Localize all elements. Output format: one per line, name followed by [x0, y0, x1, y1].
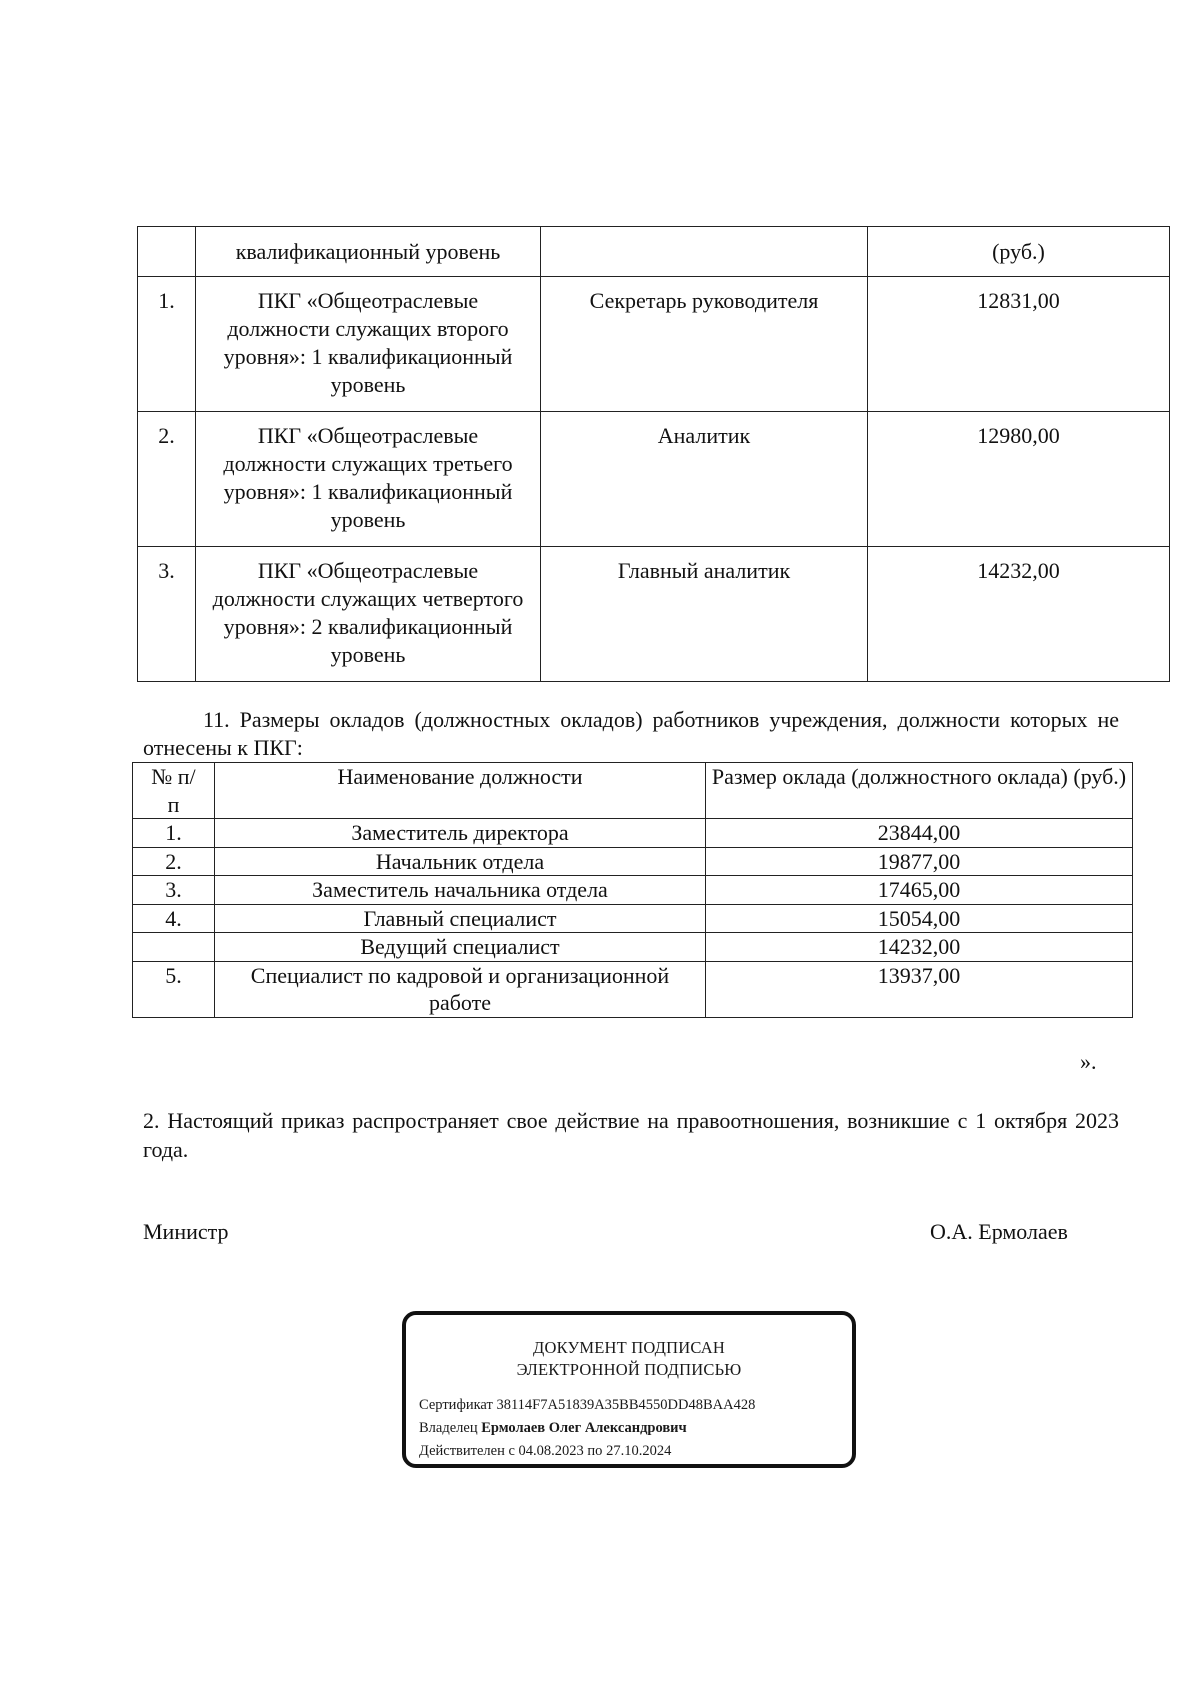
row-number: 1. — [138, 277, 196, 412]
row-position: Секретарь руководителя — [541, 277, 868, 412]
pkg-table-header-row — [138, 227, 1170, 277]
row-salary: 17465,00 — [706, 876, 1133, 905]
table-row — [138, 277, 1170, 412]
table-row — [133, 847, 1133, 876]
stamp-valid-to-label: по — [587, 1443, 603, 1459]
row-group: ПКГ «Общеотраслевые должности служащих четвертого уровня»: 2 квалификационный уровень — [196, 547, 541, 682]
row-position: Главный аналитик — [541, 547, 868, 682]
row-salary: 19877,00 — [706, 847, 1133, 876]
stamp-owner-line — [419, 1420, 687, 1437]
row-salary: 12980,00 — [868, 412, 1170, 547]
stamp-certificate-value: 38114F7A51839A35BB4550DD48BAA428 — [496, 1397, 756, 1413]
row-position: Начальник отдела — [215, 847, 706, 876]
row-number: 3. — [138, 547, 196, 682]
non-pkg-salary-table — [132, 762, 1133, 1018]
pkg-header-position — [541, 227, 868, 277]
row-position: Ведущий специалист — [215, 933, 706, 962]
row-position: Заместитель начальника отдела — [215, 876, 706, 905]
row-position: Главный специалист — [215, 904, 706, 933]
closing-quote: ». — [1080, 1049, 1097, 1074]
pkg-salary-table — [137, 226, 1170, 682]
paragraph-2: 2. Настоящий приказ распространяет свое действие на правоотношения, возникшие с 1 октября 2023 года. — [143, 1108, 1119, 1162]
row-salary: 14232,00 — [706, 933, 1133, 962]
stamp-validity-line — [419, 1443, 671, 1460]
pkg-header-group: квалификационный уровень — [196, 227, 541, 277]
signatory-title: Министр — [143, 1219, 229, 1244]
row-salary: 12831,00 — [868, 277, 1170, 412]
row-number: 4. — [133, 904, 215, 933]
row-number: 2. — [133, 847, 215, 876]
row-salary: 23844,00 — [706, 819, 1133, 848]
row-position: Аналитик — [541, 412, 868, 547]
stamp-owner-value: Ермолаев Олег Александрович — [481, 1420, 687, 1436]
header-position-name: Наименование должности — [215, 763, 706, 819]
table-row — [133, 876, 1133, 905]
row-number: 5. — [133, 961, 215, 1017]
pkg-header-salary: (руб.) — [868, 227, 1170, 277]
section-11-text — [143, 706, 1119, 762]
row-number: 2. — [138, 412, 196, 547]
row-group: ПКГ «Общеотраслевые должности служащих второго уровня»: 1 квалификационный уровень — [196, 277, 541, 412]
stamp-certificate-line — [419, 1397, 755, 1414]
stamp-certificate-label: Сертификат — [419, 1397, 493, 1413]
row-salary: 13937,00 — [706, 961, 1133, 1017]
stamp-valid-from: 04.08.2023 — [518, 1443, 584, 1459]
row-salary: 14232,00 — [868, 547, 1170, 682]
stamp-valid-label: Действителен с — [419, 1443, 515, 1459]
table-row — [138, 547, 1170, 682]
table-row — [133, 819, 1133, 848]
table-row — [133, 933, 1133, 962]
stamp-owner-label: Владелец — [419, 1420, 478, 1436]
row-number — [133, 933, 215, 962]
stamp-heading-line2: ЭЛЕКТРОННОЙ ПОДПИСЬЮ — [516, 1360, 742, 1379]
row-position: Заместитель директора — [215, 819, 706, 848]
electronic-signature-stamp — [402, 1311, 856, 1468]
row-number: 1. — [133, 819, 215, 848]
stamp-valid-to: 27.10.2024 — [606, 1443, 672, 1459]
header-num: № п/п — [133, 763, 215, 819]
section-11-body: 11. Размеры окладов (должностных окладов) работников учреждения, должности которых не отнесены к ПКГ: — [143, 707, 1119, 760]
signatory-name: О.А. Ермолаев — [930, 1219, 1068, 1244]
table-row — [133, 904, 1133, 933]
non-pkg-table-header-row — [133, 763, 1133, 819]
stamp-heading-line1: ДОКУМЕНТ ПОДПИСАН — [533, 1338, 725, 1357]
table-row — [133, 961, 1133, 1017]
pkg-header-num — [138, 227, 196, 277]
row-group: ПКГ «Общеотраслевые должности служащих третьего уровня»: 1 квалификационный уровень — [196, 412, 541, 547]
header-salary: Размер оклада (должностного оклада) (руб.) — [706, 763, 1133, 819]
row-salary: 15054,00 — [706, 904, 1133, 933]
row-position: Специалист по кадровой и организационной работе — [215, 961, 706, 1017]
table-row — [138, 412, 1170, 547]
row-number: 3. — [133, 876, 215, 905]
